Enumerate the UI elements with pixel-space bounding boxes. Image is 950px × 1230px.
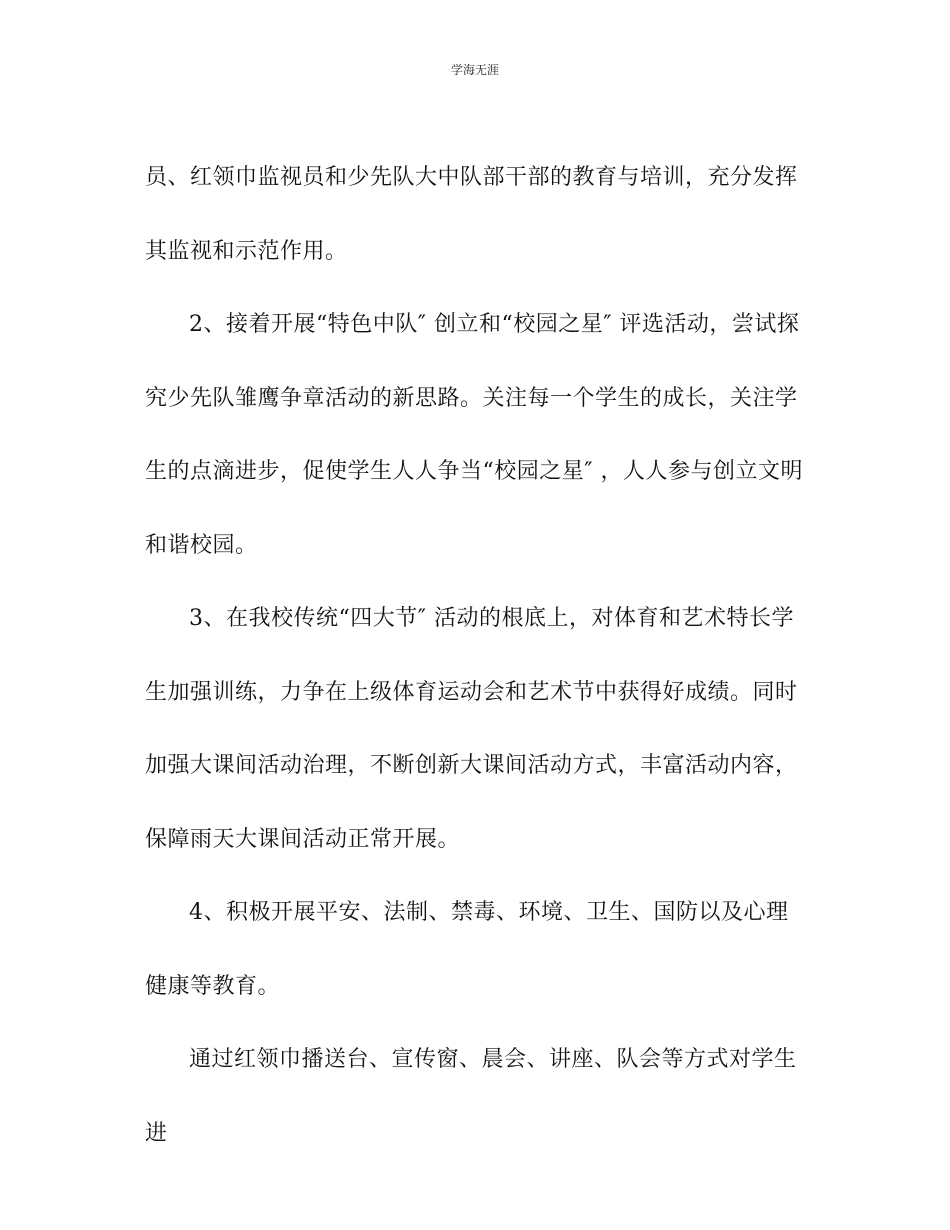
paragraph-item-5: 通过红领巾播送台、宣传窗、晨会、讲座、队会等方式对学生进 xyxy=(145,1047,797,1146)
paragraph-item-3: 3、在我校传统“四大节″ 活动的根底上，对体育和艺术特长学生加强训练，力争在上级体育运动会和艺术节中获得好成绩。同时加强大课间活动治理，不断创新大课间活动方式，丰富活动内容，保障雨天大课间活动正常开展。 xyxy=(145,606,798,852)
paragraph-continuation: 员、红领巾监视员和少先队大中队部干部的教育与培训，充分发挥其监视和示范作用。 xyxy=(145,165,798,264)
page-header: 学海无涯 xyxy=(450,63,499,77)
document-body xyxy=(145,141,810,1170)
paragraph-item-2: 2、接着开展“特色中队″ 创立和“校园之星″ 评选活动，尝试探究少先队雏鹰争章活动的新思路。关注每一个学生的成长，关注学生的点滴进步，促使学生人人争当“校园之星″ ，人人参与创立文明和谐校园。 xyxy=(145,312,803,558)
paragraph-item-4: 4、积极开展平安、法制、禁毒、环境、卫生、国防以及心理健康等教育。 xyxy=(145,900,789,999)
